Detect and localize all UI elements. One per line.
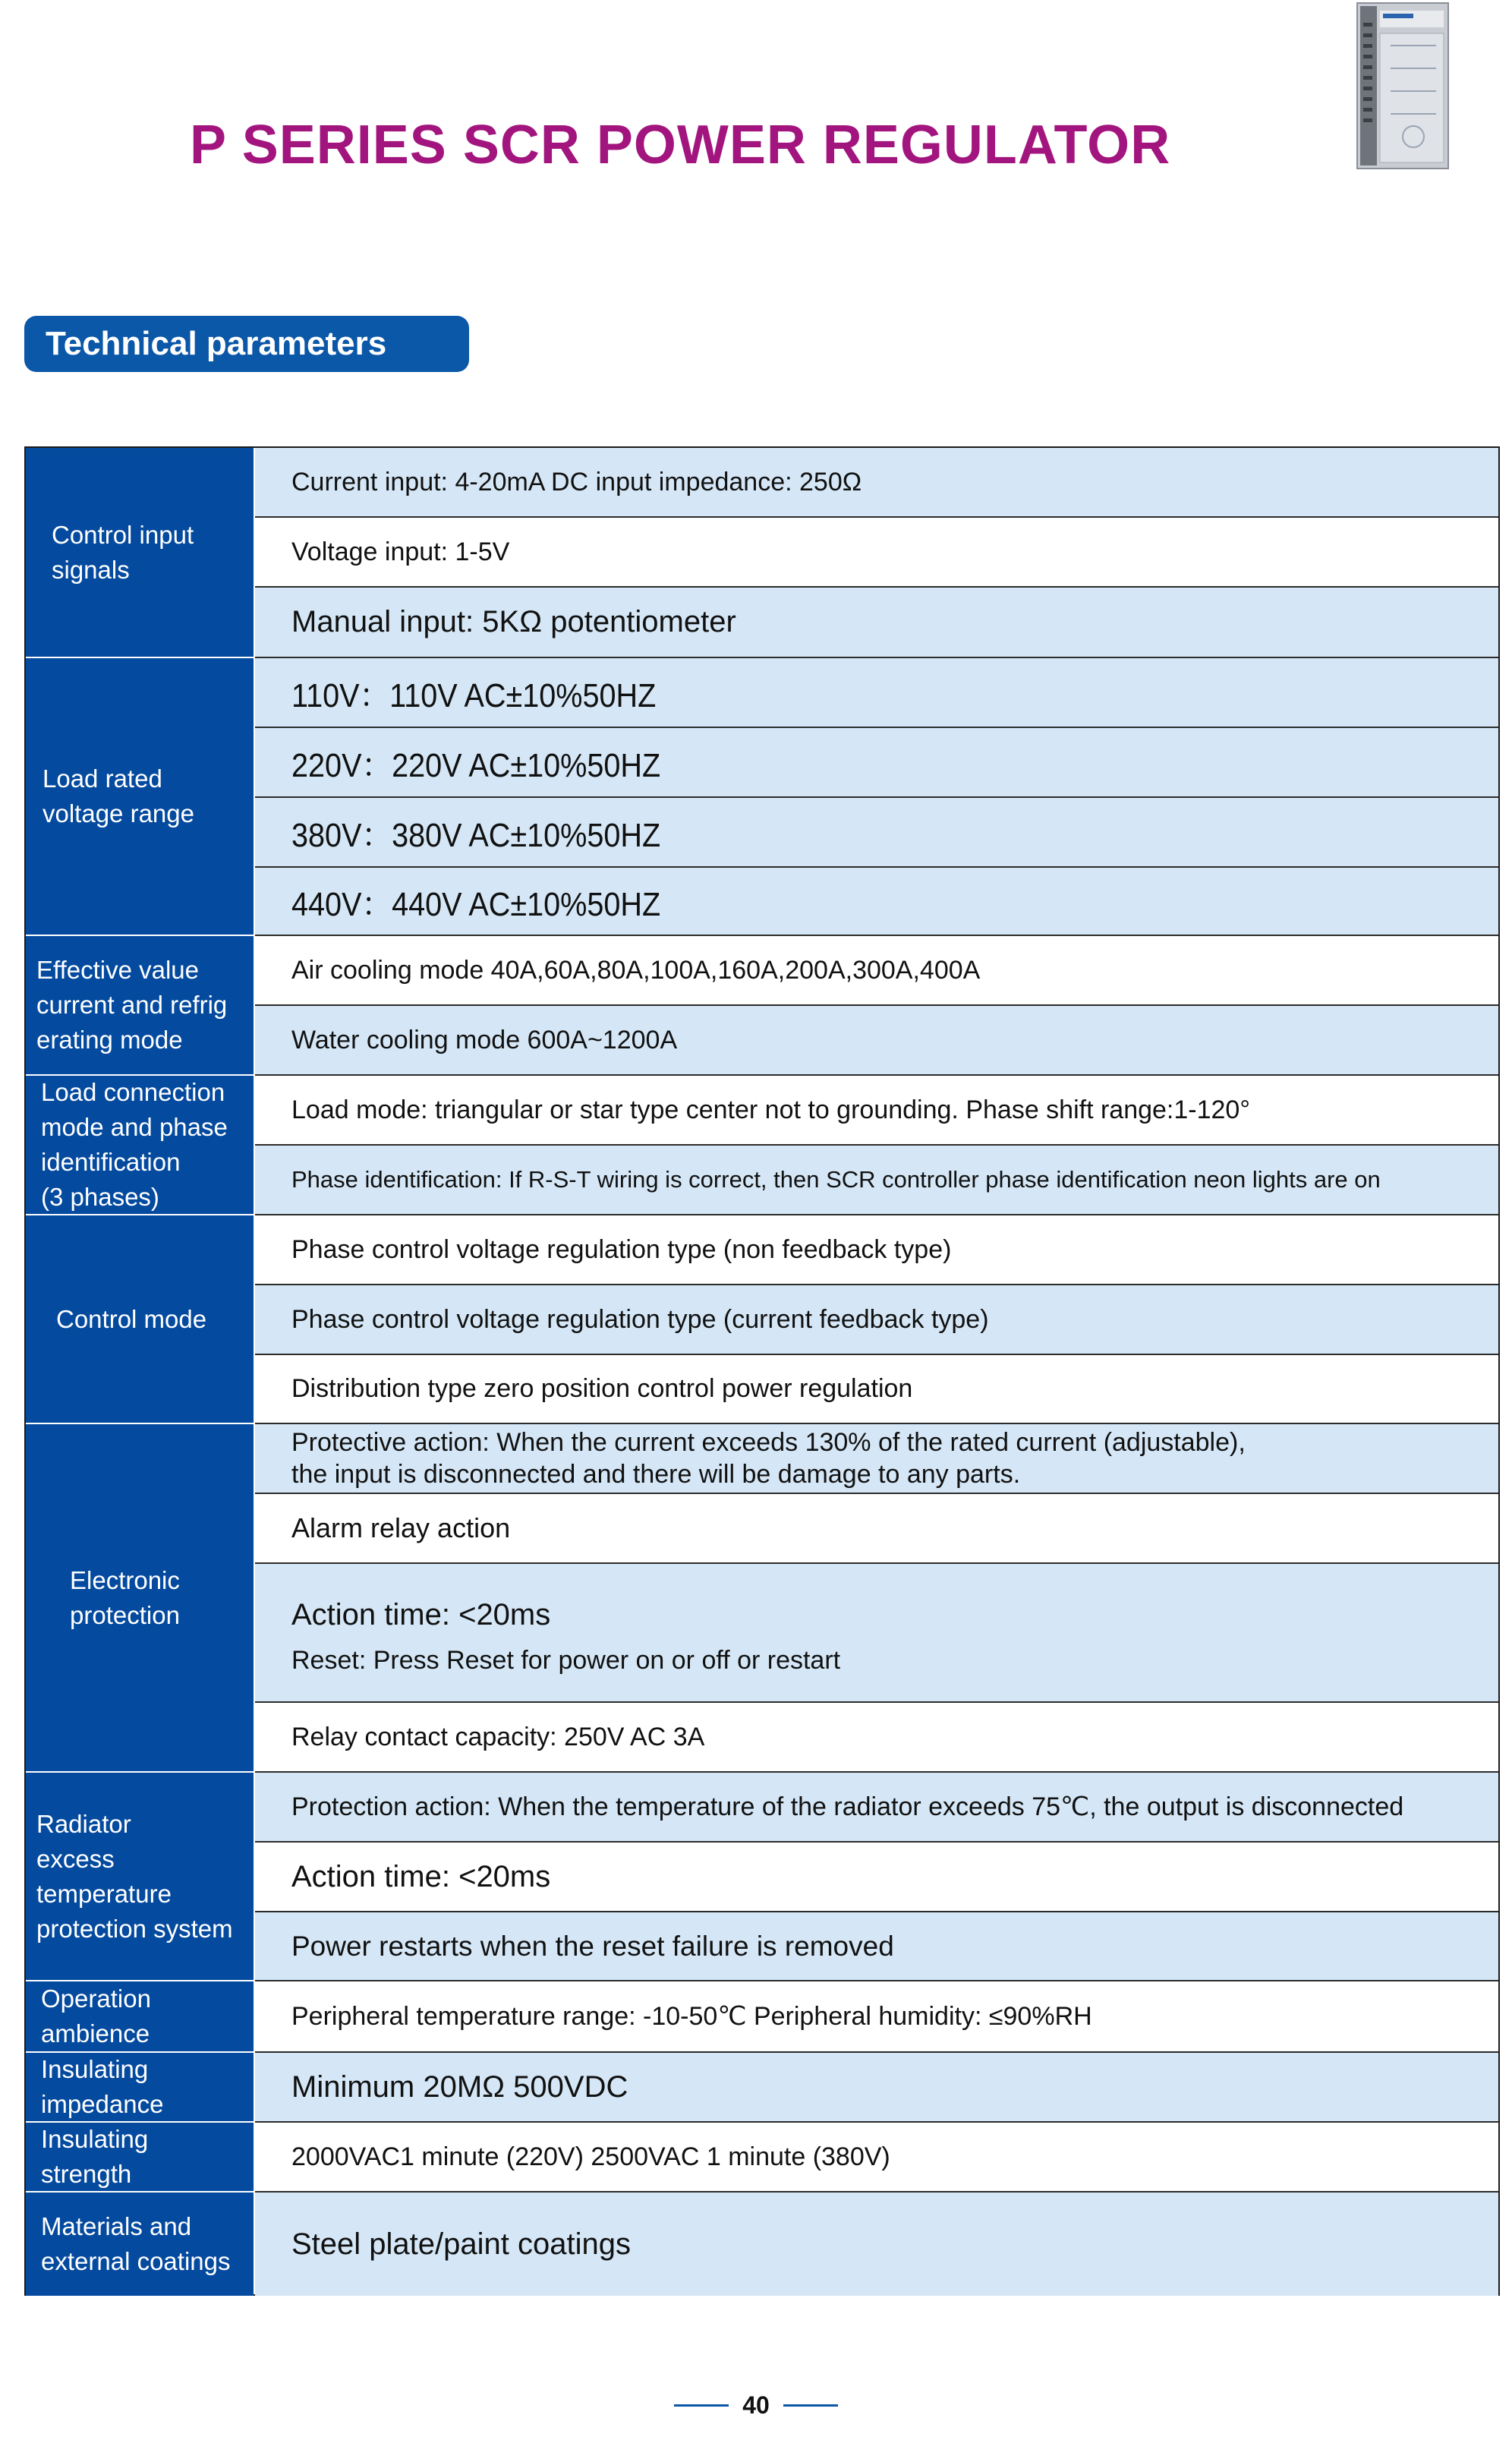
footer-line-left [674,2404,729,2407]
param-row: Phase control voltage regulation type (non feedback type) [255,1215,1498,1284]
label-column [26,448,254,2294]
page-title: P SERIES SCR POWER REGULATOR [190,115,1171,175]
param-row: Phase identification: If R-S-T wiring is correct, then SCR controller phase identification neon lights are on [255,1146,1498,1214]
label-electronic-protection: Electronic protection [26,1424,254,1771]
param-row: 110V：110V AC±10%50HZ [255,658,1498,727]
param-row: Current input: 4-20mA DC input impedance: 250Ω [255,448,1498,516]
page-footer [0,2391,1512,2420]
param-row: Manual input: 5KΩ potentiometer [255,588,1498,657]
label-radiator-protection: Radiator excess temperature protection system [26,1773,254,1980]
param-row: 220V：220V AC±10%50HZ [255,728,1498,796]
param-row: Load mode: triangular or star type center not to grounding. Phase shift range:1-120° [255,1076,1498,1144]
label-insulating-impedance: Insulating impedance [26,2053,254,2121]
param-row: Alarm relay action [255,1494,1498,1562]
product-photo [1353,0,1453,172]
param-row: Voltage input: 1-5V [255,518,1498,586]
param-row: Water cooling mode 600A~1200A [255,1006,1498,1074]
param-row: Minimum 20MΩ 500VDC [255,2053,1498,2121]
param-row: Reset: Press Reset for power on or off or restart [255,1637,1498,1701]
param-row: 2000VAC1 minute (220V) 2500VAC 1 minute (380V) [255,2123,1498,2191]
label-control-mode: Control mode [26,1215,254,1423]
label-load-rated-voltage-range: Load rated voltage range [26,658,254,935]
param-row: Protection action: When the temperature of the radiator exceeds 75℃, the output is disconnected [255,1773,1498,1841]
param-row: Action time: <20ms [255,1564,1498,1637]
param-row: Air cooling mode 40A,60A,80A,100A,160A,200A,300A,400A [255,936,1498,1004]
page-number: 40 [742,2391,770,2419]
param-row: Relay contact capacity: 250V AC 3A [255,1703,1498,1771]
param-row: Steel plate/paint coatings [255,2193,1498,2296]
label-load-connection-mode: Load connection mode and phase identification (3 phases) [26,1076,254,1214]
param-row: Protective action: When the current exceeds 130% of the rated current (adjustable), the input is disconnected and there will be damage to any parts. [255,1424,1498,1493]
label-operation-ambience: Operation ambience [26,1981,254,2051]
param-row: Phase control voltage regulation type (current feedback type) [255,1285,1498,1354]
param-row: Peripheral temperature range: -10-50℃ Peripheral humidity: ≤90%RH [255,1981,1498,2051]
label-effective-value-current: Effective value current and refrig erating mode [26,936,254,1074]
label-materials-coatings: Materials and external coatings [26,2193,254,2296]
param-row: Power restarts when the reset failure is removed [255,1912,1498,1980]
footer-line-right [783,2404,838,2407]
label-insulating-strength: Insulating strength [26,2123,254,2191]
param-row: Distribution type zero position control power regulation [255,1355,1498,1423]
section-badge: Technical parameters [24,316,469,372]
parameters-table [24,446,1500,2296]
param-row: 380V：380V AC±10%50HZ [255,798,1498,866]
param-row: Action time: <20ms [255,1843,1498,1911]
param-row: 440V：440V AC±10%50HZ [255,868,1498,935]
label-control-input-signals: Control input signals [26,448,254,657]
